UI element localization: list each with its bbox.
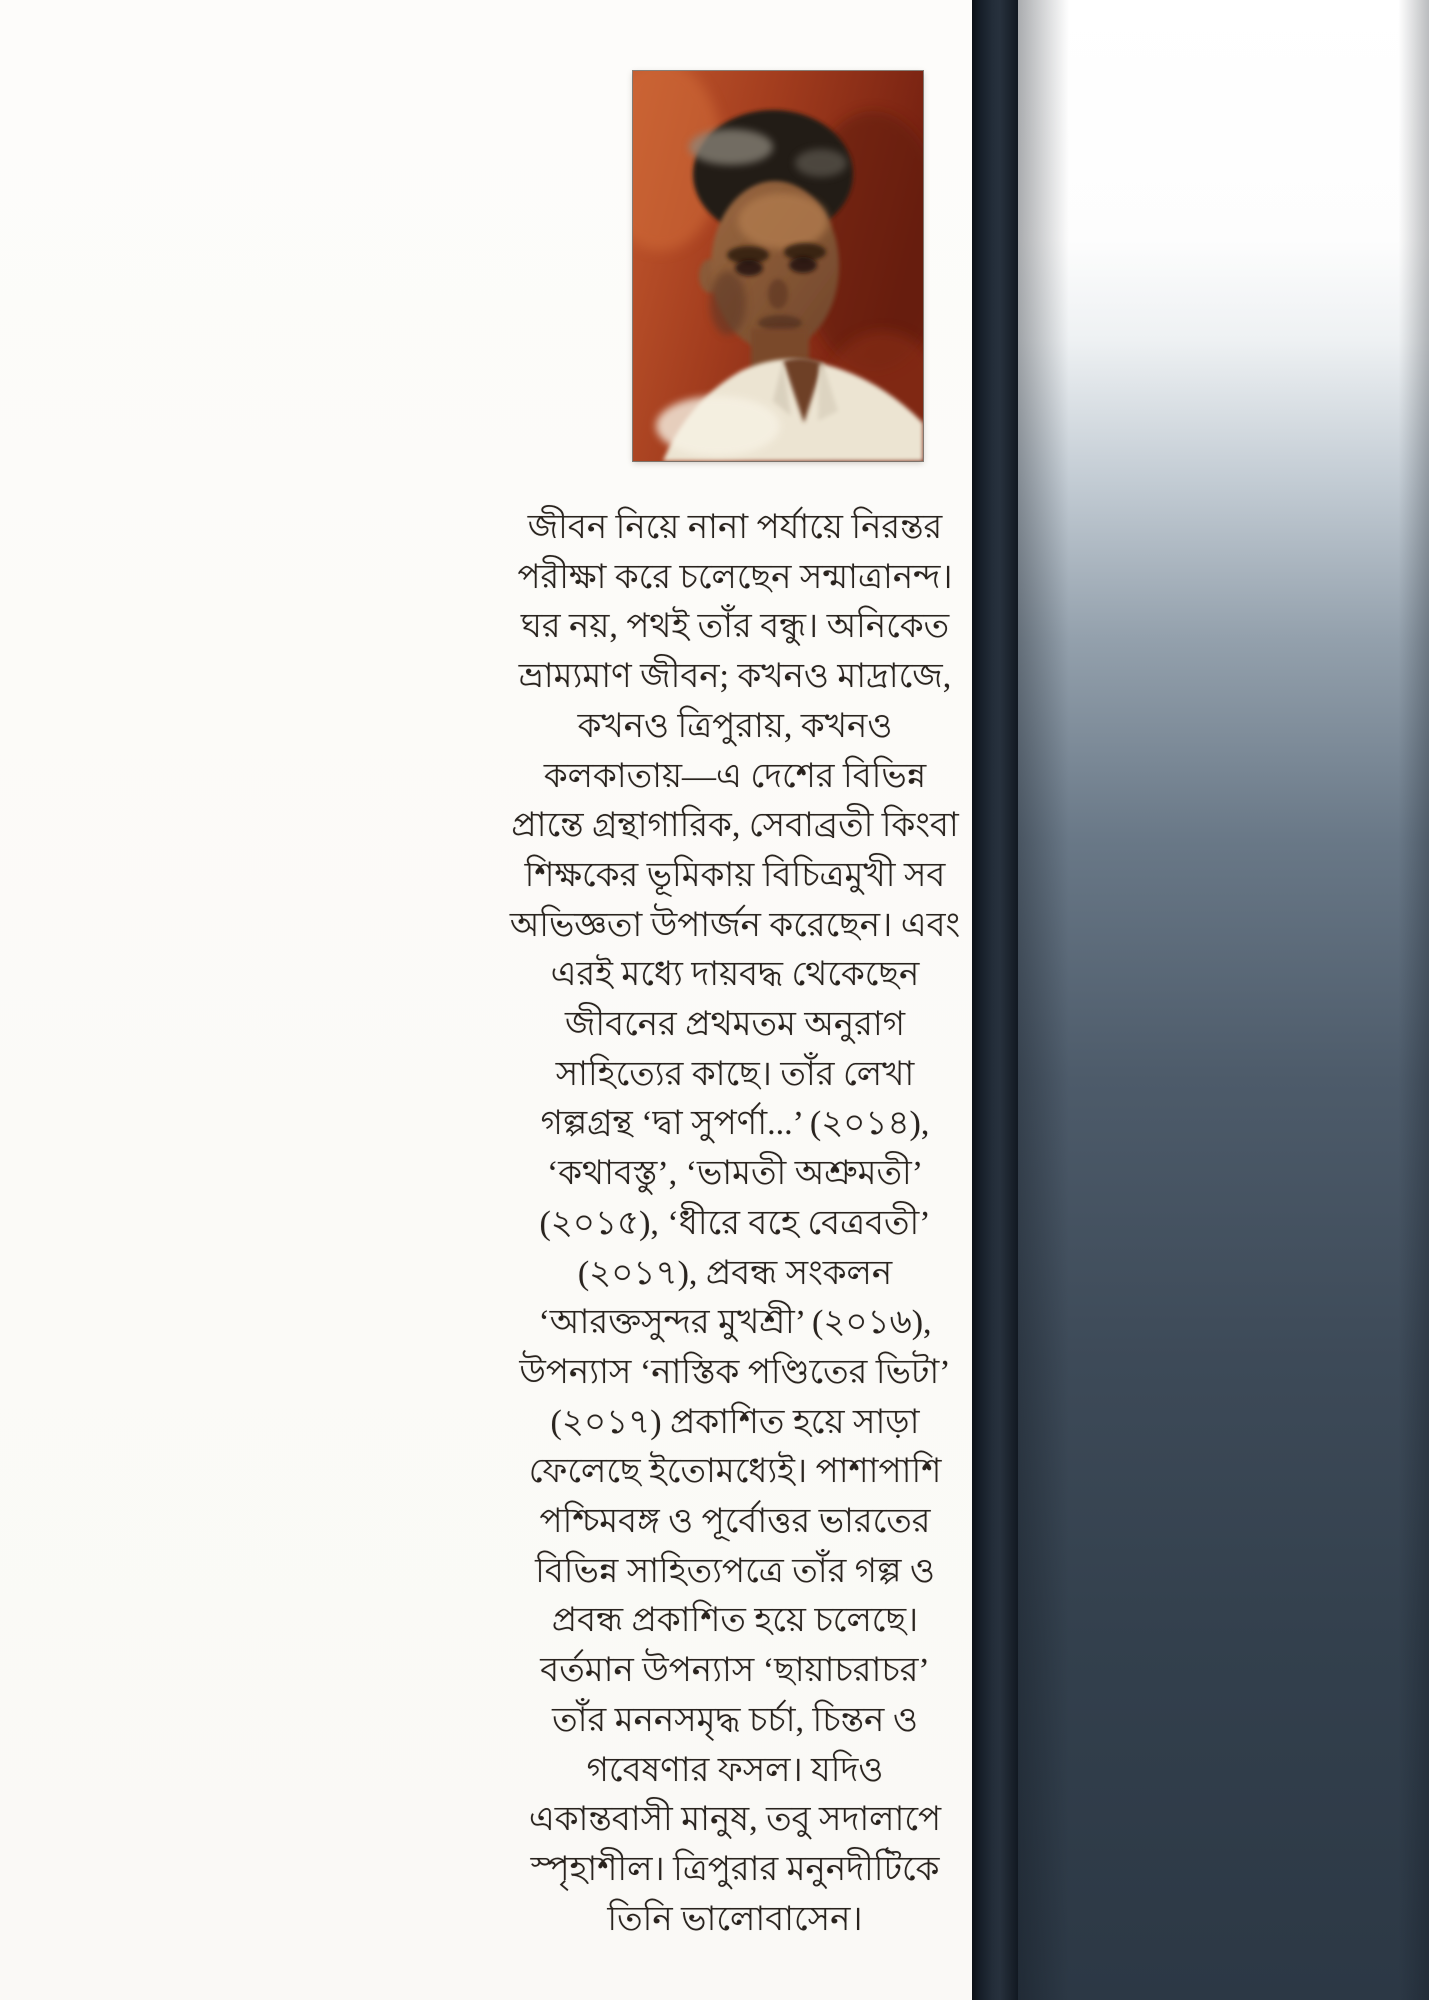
bio-line: শিক্ষকের ভূমিকায় বিচিত্রমুখী সব xyxy=(524,856,946,894)
bio-line: কখনও ত্রিপুরায়, কখনও xyxy=(577,707,893,745)
bio-line: পশ্চিমবঙ্গ ও পূর্বোত্তর ভারতের xyxy=(539,1503,931,1541)
bio-line: (২০১৭) প্রকাশিত হয়ে সাড়া xyxy=(550,1403,920,1441)
bio-line: (২০১৫), ‘ধীরে বহে বেত্রবতী’ xyxy=(539,1204,931,1242)
bio-line: পরীক্ষা করে চলেছেন সন্মাত্রানন্দ। xyxy=(517,558,953,596)
bio-line: গবেষণার ফসল। যদিও xyxy=(586,1751,884,1789)
bio-line: কলকাতায়—এ দেশের বিভিন্ন xyxy=(543,757,927,795)
author-portrait-illustration xyxy=(633,71,923,461)
bio-line: ভ্রাম্যমাণ জীবন; কখনও মাদ্রাজে, xyxy=(518,658,952,696)
bio-line: বিভিন্ন সাহিত্যপত্রে তাঁর গল্প ও xyxy=(535,1552,935,1590)
author-bio-text xyxy=(500,503,970,1944)
bio-line: প্রান্তে গ্রন্থাগারিক, সেবাব্রতী কিংবা xyxy=(511,807,959,845)
bio-line: জীবন নিয়ে নানা পর্যায়ে নিরন্তর xyxy=(527,509,943,546)
bio-line: বর্তমান উপন্যাস ‘ছায়াচরাচর’ xyxy=(540,1652,930,1690)
bio-line: স্পৃহাশীল। ত্রিপুরার মনুনদীটিকে xyxy=(530,1850,940,1888)
bio-line: ‘কথাবস্তু’, ‘ভামতী অশ্রুমতী’ xyxy=(546,1155,924,1193)
book-spine-stripe xyxy=(972,0,1018,2000)
bio-line: এরই মধ্যে দায়বদ্ধ থেকেছেন xyxy=(550,956,920,994)
bio-line: ঘর নয়, পথই তাঁর বন্ধু। অনিকেত xyxy=(520,608,950,646)
author-photo xyxy=(633,71,923,461)
bio-line: অভিজ্ঞতা উপার্জন করেছেন। এবং xyxy=(509,906,961,944)
bio-line: ফেলেছে ইতোমধ্যেই। পাশাপাশি xyxy=(528,1453,942,1491)
bio-line: উপন্যাস ‘নাস্তিক পণ্ডিতের ভিটা’ xyxy=(519,1353,951,1391)
book-cover-edge xyxy=(1018,0,1429,2000)
bio-line: ‘আরক্তসুন্দর মুখশ্রী’ (২০১৬), xyxy=(538,1304,932,1342)
bio-line: একান্তবাসী মানুষ, তবু সদালাপে xyxy=(528,1801,942,1839)
bio-line: (২০১৭), প্রবন্ধ সংকলন xyxy=(577,1254,893,1292)
bio-line: তাঁর মননসমৃদ্ধ চর্চা, চিন্তন ও xyxy=(552,1701,918,1739)
bio-line: প্রবন্ধ প্রকাশিত হয়ে চলেছে। xyxy=(551,1602,919,1640)
bio-line: সাহিত্যের কাছে। তাঁর লেখা xyxy=(555,1055,915,1093)
bio-line: তিনি ভালোবাসেন। xyxy=(607,1900,863,1938)
bio-line: গল্পগ্রন্থ ‘দ্বা সুপর্ণা...’ (২০১৪), xyxy=(540,1105,930,1143)
bio-line: জীবনের প্রথমতম অনুরাগ xyxy=(565,1006,905,1044)
